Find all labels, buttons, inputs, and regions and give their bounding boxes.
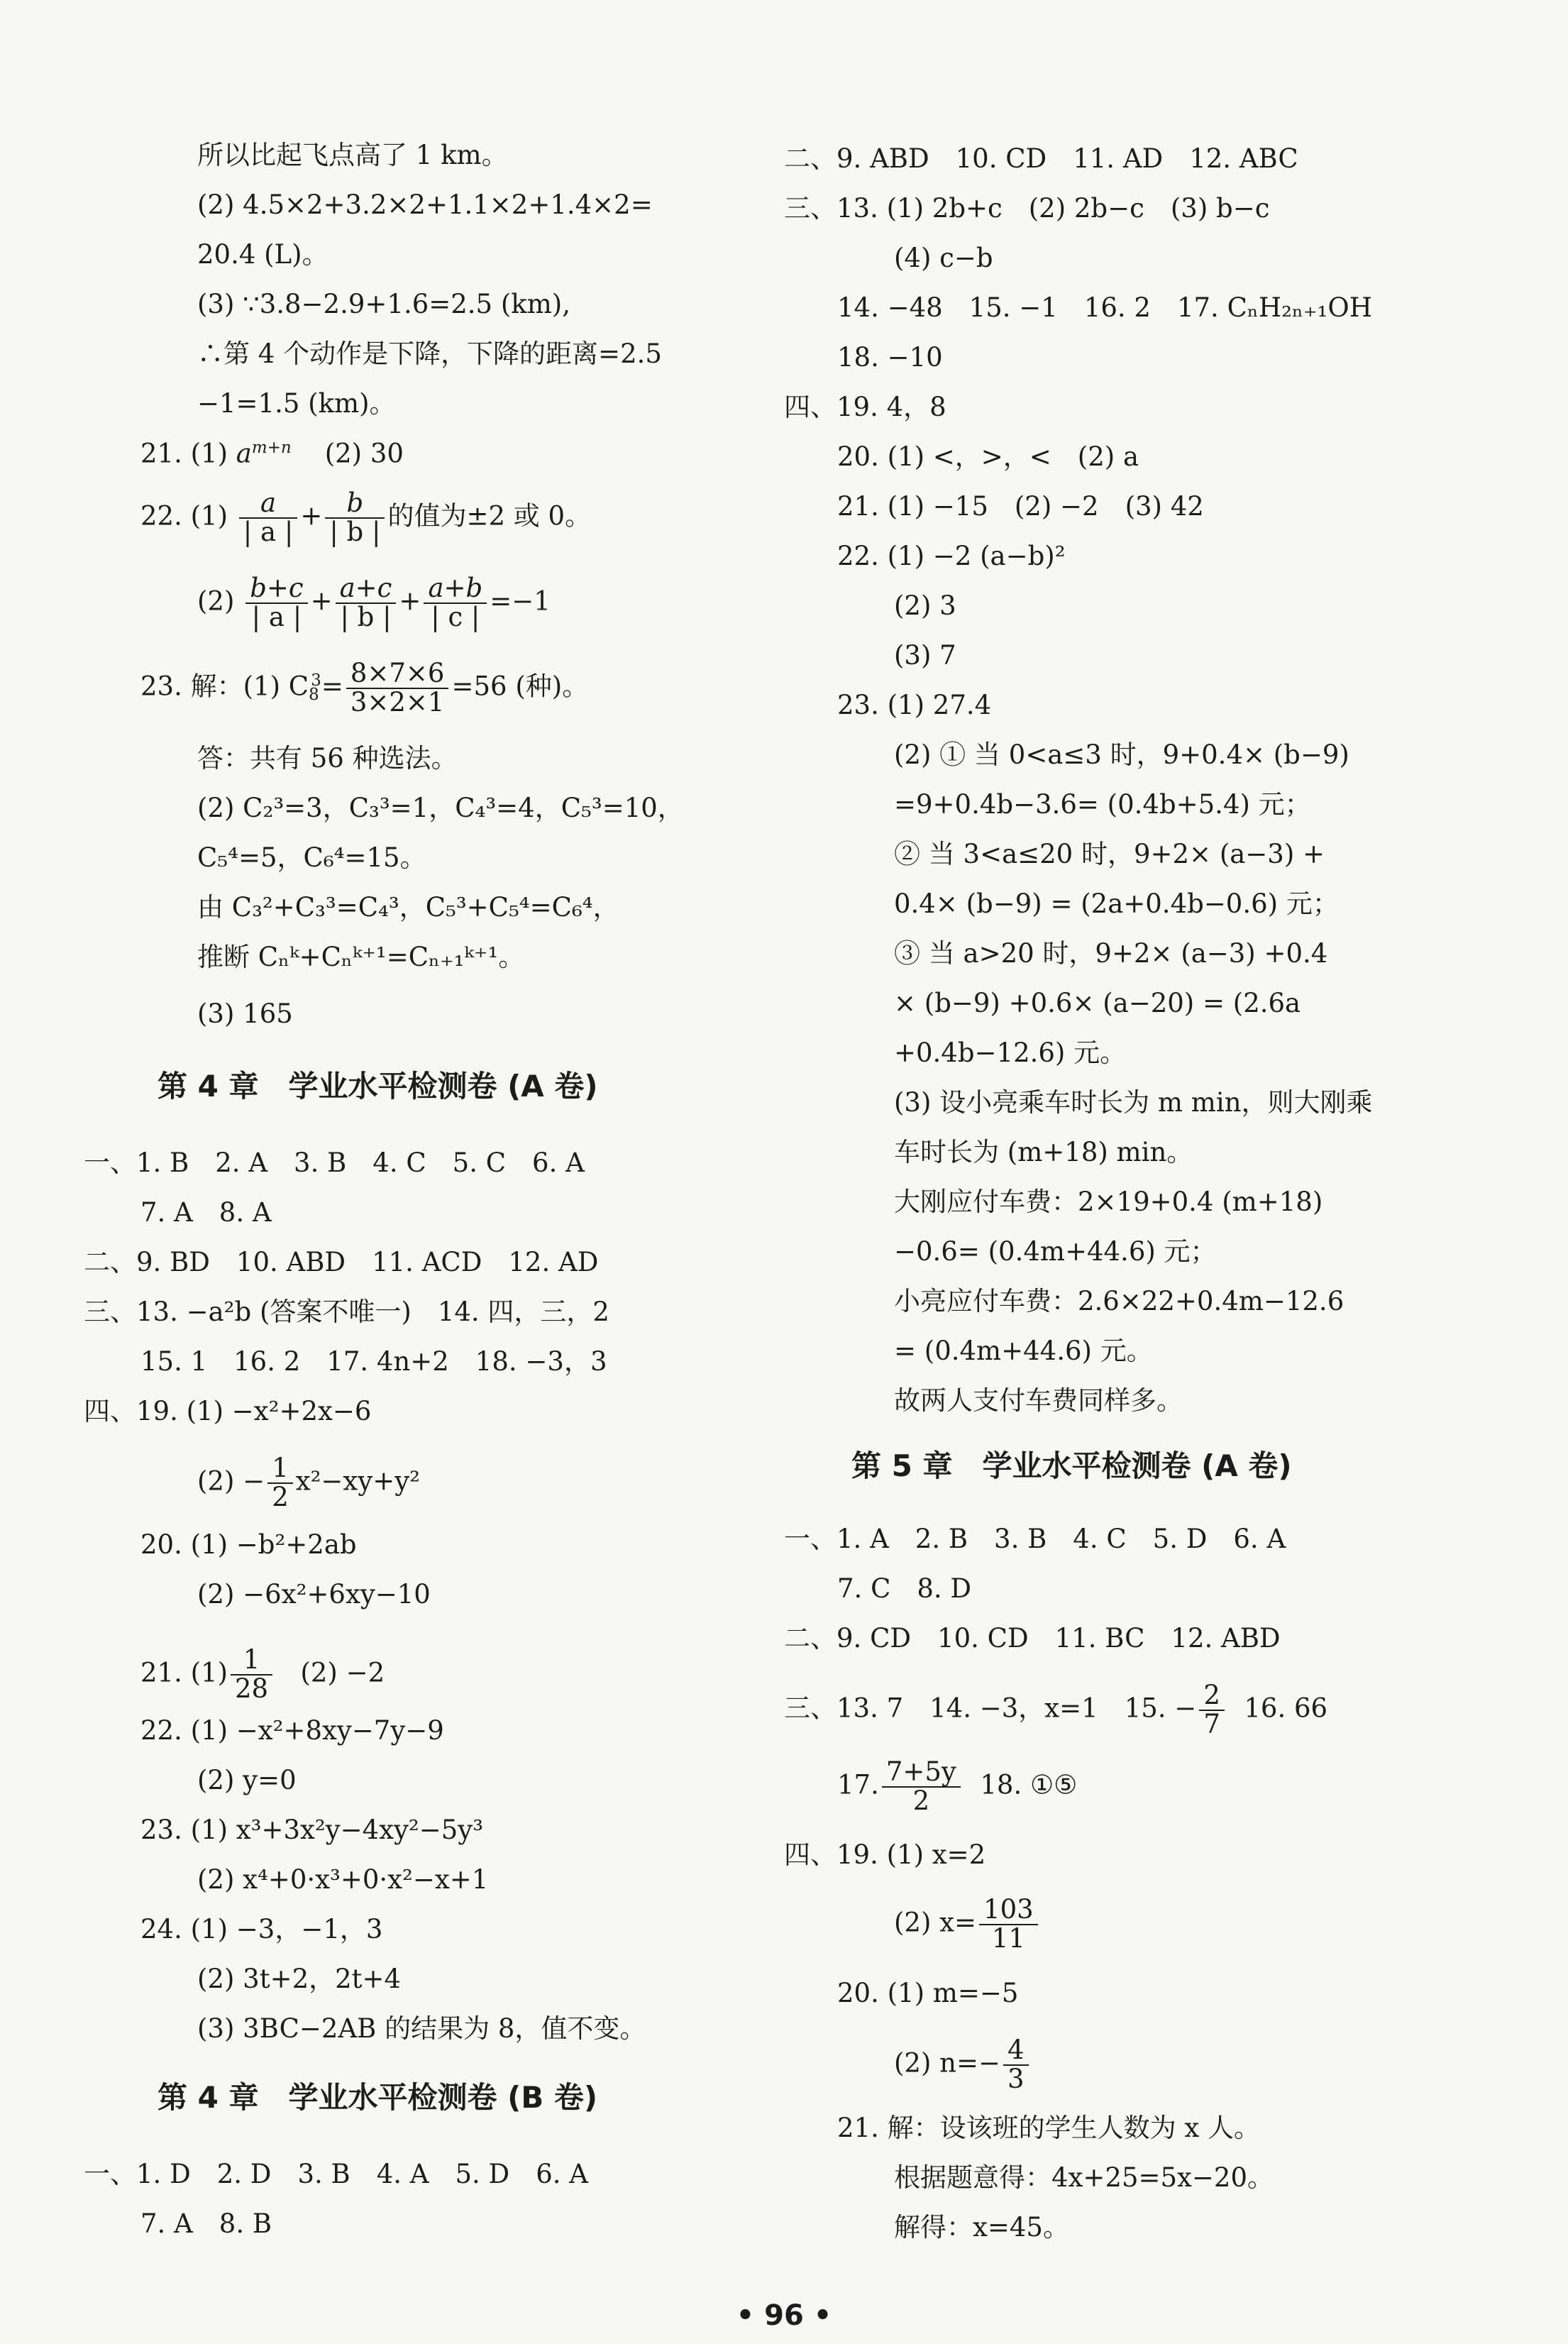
answer-line: 一、1. D 2. D 3. B 4. A 5. D 6. A: [84, 2159, 589, 2189]
answer-line: 二、9. ABD 10. CD 11. AD 12. ABC: [784, 143, 1298, 174]
answer-line: 7. A 8. A: [140, 1197, 272, 1228]
fraction: $\frac{a}{| a |}$: [239, 490, 298, 546]
answer-line: (4) c−b: [894, 243, 993, 273]
answer-line: 0.4× (b−9) = (2a+0.4b−0.6) 元；: [894, 888, 1339, 919]
section-heading: 第 4 章 学业水平检测卷 (A 卷): [158, 1069, 598, 1104]
answer-line: 7. A 8. B: [140, 2208, 272, 2239]
answer-line: 22. (1) −2 (a−b)²: [837, 541, 1066, 571]
text-line: ∴第 4 个动作是下降，下降的距离=2.5: [197, 339, 662, 369]
fraction: $\frac{7+5y}{2}$: [882, 1759, 961, 1815]
section-heading: 第 4 章 学业水平检测卷 (B 卷): [158, 2080, 598, 2115]
question-21: 21. (1) $a^{m+n}$ (2) 30: [140, 438, 404, 469]
answer-line: 一、1. A 2. B 3. B 4. C 5. D 6. A: [784, 1524, 1286, 1554]
question-23: 23. 解：(1) $C_8^3=$ $\frac{8\times 7\times 6}{3\times 2\times 1}$ =56 (种)。: [140, 658, 589, 717]
answer-line: (2) y=0: [197, 1765, 297, 1795]
answer-line: (2) 3: [894, 590, 956, 621]
fraction: $\frac{a+c}{| b |}$: [336, 575, 397, 632]
answer-line: 二、9. CD 10. CD 11. BC 12. ABD: [784, 1623, 1281, 1654]
answer-line: (2) − $\frac{1}{2}$ x²−xy+y²: [197, 1453, 420, 1512]
text-line: 20.4 (L)。: [197, 239, 328, 270]
answer-line: (2) x⁴+0·x³+0·x²−x+1: [197, 1864, 489, 1895]
answer-line: ② 当 3<a≤20 时，9+2× (a−3) +: [894, 839, 1325, 869]
fraction: $\frac{4}{3}$: [1003, 2037, 1029, 2093]
answer-line: 故两人支付车费同样多。: [894, 1385, 1183, 1416]
answer-line: 14. −48 15. −1 16. 2 17. CₙH₂ₙ₊₁OH: [837, 292, 1372, 323]
answer-line: 根据题意得：4x+25=5x−20。: [894, 2162, 1274, 2193]
answer-line: 解得：x=45。: [894, 2212, 1069, 2243]
text-line: −1=1.5 (km)。: [197, 388, 396, 419]
answer-line: (2) n=− $\frac{4}{3}$: [894, 2037, 1032, 2093]
answer-line: +0.4b−12.6) 元。: [894, 1038, 1127, 1068]
answer-line: 21. 解：设该班的学生人数为 x 人。: [837, 2113, 1260, 2143]
answer-line: 22. (1) −x²+8xy−7y−9: [140, 1715, 444, 1746]
answer-line: 17. $\frac{7+5y}{2}$ 18. ①⑤: [837, 1756, 1078, 1816]
fraction: $\frac{b}{| b |}$: [325, 490, 385, 546]
answer-line: 23. (1) x³+3x²y−4xy²−5y³: [140, 1815, 484, 1845]
answer-line: 18. −10: [837, 342, 943, 373]
text-line: 所以比起飞点高了 1 km。: [197, 140, 508, 170]
answer-line: 四、19. 4，8: [784, 392, 946, 422]
answer-line: 24. (1) −3，−1，3: [140, 1914, 383, 1944]
answer-line: (3) 3BC−2AB 的结果为 8，值不变。: [197, 2013, 646, 2044]
answer-line: 大刚应付车费：2×19+0.4 (m+18): [894, 1187, 1323, 1217]
fraction: $\frac{1}{28}$: [231, 1646, 272, 1703]
answer-line: 二、9. BD 10. ABD 11. ACD 12. AD: [84, 1247, 599, 1277]
answer-line: (2) x= $\frac{103}{11}$: [894, 1896, 1041, 1953]
question-22-part1: 22. (1) $\frac{a}{| a |}$ + $\frac{b}{| b |}$ 的值为±2 或 0。: [140, 488, 592, 547]
answer-line: 20. (1) m=−5: [837, 1978, 1019, 2008]
answer-line: 7. C 8. D: [837, 1573, 972, 1604]
answer-line: 20. (1) <，>，< (2) a: [837, 441, 1139, 472]
fraction: $\frac{1}{2}$: [267, 1455, 293, 1512]
answer-line: 三、13. (1) 2b+c (2) 2b−c (3) b−c: [784, 193, 1270, 224]
text-line: 由 C₃²+C₃³=C₄³，C₅³+C₅⁴=C₆⁴，: [197, 892, 619, 923]
answer-line: −0.6= (0.4m+44.6) 元；: [894, 1236, 1217, 1267]
answer-line: × (b−9) +0.6× (a−20) = (2.6a: [894, 988, 1301, 1018]
answer-line: 20. (1) −b²+2ab: [140, 1529, 357, 1560]
text-line: (2) C₂³=3，C₃³=1，C₄³=4，C₅³=10，: [197, 793, 684, 823]
answer-line: 三、13. 7 14. −3，x=1 15. − $\frac{2}{7}$ 16. 66: [784, 1680, 1328, 1739]
page-number: • 96 •: [736, 2299, 832, 2332]
question-22-part2: (2) $\frac{b+c}{| a |}$ + $\frac{a+c}{| b |}$ + $\frac{a+b}{| c |}$ =−1: [197, 573, 551, 632]
answer-line: 四、19. (1) −x²+2x−6: [84, 1396, 372, 1426]
answer-line: 15. 1 16. 2 17. 4n+2 18. −3，3: [140, 1346, 607, 1377]
answer-line: (2) ① 当 0<a≤3 时，9+0.4× (b−9): [894, 739, 1349, 770]
text-line: 推断 Cₙᵏ+Cₙᵏ⁺¹=Cₙ₊₁ᵏ⁺¹。: [197, 942, 525, 972]
text-line: 答：共有 56 种选法。: [197, 743, 458, 774]
text-line: (3) 165: [197, 998, 293, 1029]
answer-line: (2) 3t+2，2t+4: [197, 1964, 402, 1994]
answer-line: =9+0.4b−3.6= (0.4b+5.4) 元；: [894, 789, 1311, 820]
text-line: C₅⁴=5，C₆⁴=15。: [197, 842, 426, 873]
answer-line: ③ 当 a>20 时，9+2× (a−3) +0.4: [894, 938, 1328, 969]
answer-line: 小亮应付车费：2.6×22+0.4m−12.6: [894, 1286, 1345, 1316]
text-line: (2) 4.5×2+3.2×2+1.1×2+1.4×2=: [197, 189, 653, 220]
fraction: $\frac{103}{11}$: [979, 1896, 1038, 1953]
fraction: $\frac{b+c}{| a |}$: [245, 575, 307, 632]
answer-line: (3) 设小亮乘车时长为 m min，则大刚乘: [894, 1087, 1373, 1118]
answer-line: 车时长为 (m+18) min。: [894, 1137, 1193, 1167]
answer-line: 四、19. (1) x=2: [784, 1839, 986, 1870]
answer-line: 21. (1) −15 (2) −2 (3) 42: [837, 491, 1204, 522]
answer-line: 23. (1) 27.4: [837, 690, 992, 720]
answer-line: = (0.4m+44.6) 元。: [894, 1336, 1153, 1366]
fraction: $\frac{a+b}{| c |}$: [424, 575, 487, 632]
answer-line: 三、13. −a²b (答案不唯一) 14. 四，三，2: [84, 1297, 609, 1327]
section-heading: 第 5 章 学业水平检测卷 (A 卷): [851, 1448, 1292, 1483]
text-line: (3) ∵3.8−2.9+1.6=2.5 (km),: [197, 289, 570, 319]
answer-line: 21. (1) $\frac{1}{28}$ (2) −2: [140, 1644, 385, 1704]
answer-line: 一、1. B 2. A 3. B 4. C 5. C 6. A: [84, 1148, 585, 1178]
fraction: $\frac{8\times 7\times 6}{3\times 2\times 1}$: [346, 660, 449, 717]
fraction: $\frac{2}{7}$: [1199, 1682, 1225, 1739]
answer-line: (2) −6x²+6xy−10: [197, 1579, 431, 1610]
answer-line: (3) 7: [894, 640, 956, 671]
